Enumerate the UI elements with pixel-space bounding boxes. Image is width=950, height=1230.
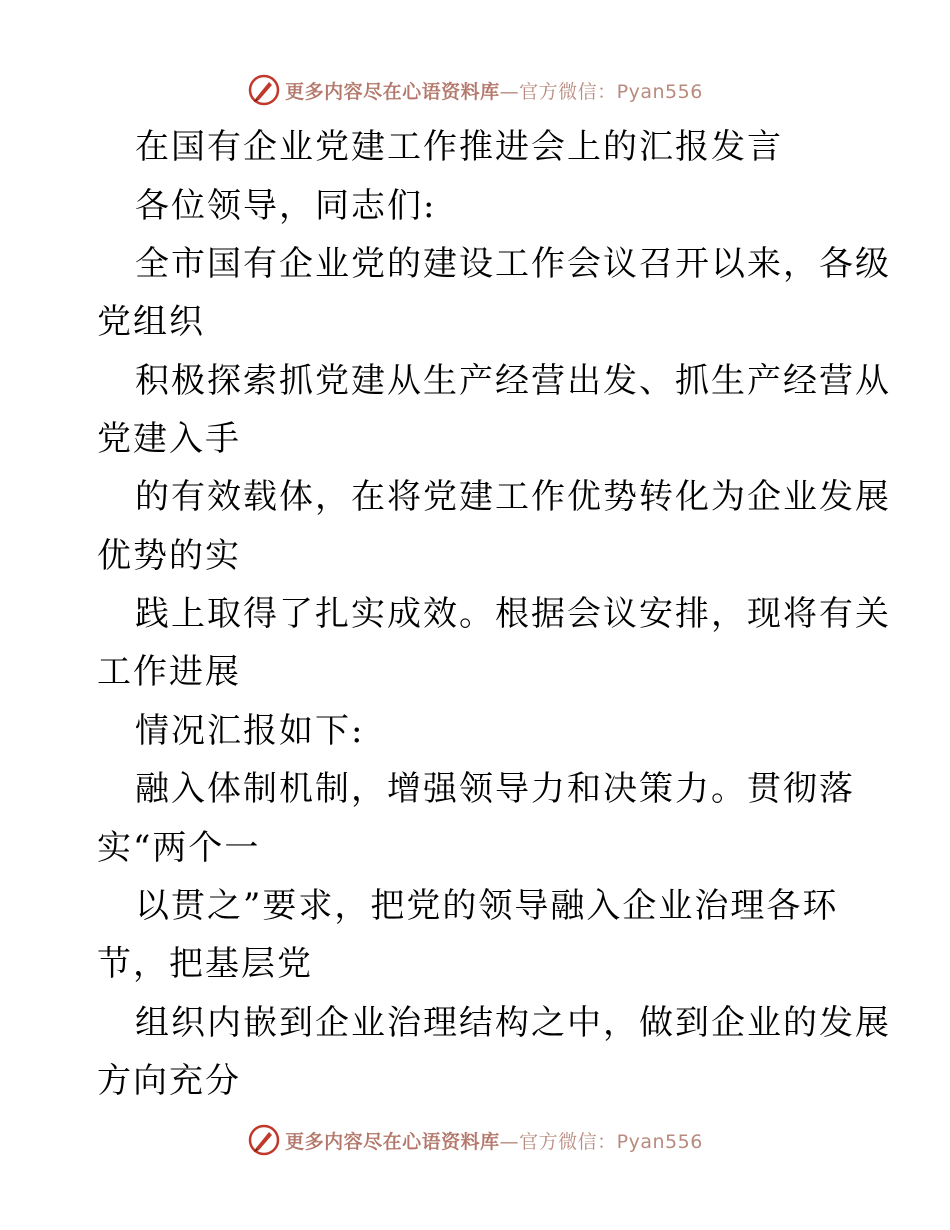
paragraph-line: 党建入手: [97, 419, 241, 459]
banner-text: [285, 1127, 703, 1154]
paragraph-line: 融入体制机制，增强领导力和决策力。贯彻落: [135, 769, 855, 809]
banner-brand: 更多内容尽在心语资料库: [285, 80, 500, 103]
salutation: 各位领导，同志们:: [135, 186, 437, 226]
quill-pen-logo-icon: [247, 73, 281, 107]
banner-dash: —: [499, 80, 520, 103]
banner-wechat: 官方微信：Pyan556: [519, 80, 703, 103]
paragraph-line: 情况汇报如下:: [135, 711, 365, 751]
banner-text: [285, 77, 703, 104]
paragraph-line: 党组织: [97, 302, 205, 342]
paragraph-line: 践上取得了扎实成效。根据会议安排，现将有关: [135, 594, 891, 634]
banner-brand: 更多内容尽在心语资料库: [285, 1130, 500, 1153]
header-banner: [0, 68, 950, 112]
paragraph-line: 方向充分: [97, 1061, 241, 1101]
paragraph-line: 优势的实: [97, 536, 241, 576]
paragraph-line: 全市国有企业党的建设工作会议召开以来，各级: [135, 244, 891, 284]
paragraph-line: 的有效载体，在将党建工作优势转化为企业发展: [135, 477, 891, 517]
quill-pen-logo-icon: [247, 1123, 281, 1157]
banner-wechat: 官方微信：Pyan556: [519, 1130, 703, 1153]
banner-dash: —: [499, 1130, 520, 1153]
paragraph-line: 工作进展: [97, 652, 241, 692]
paragraph-line: 组织内嵌到企业治理结构之中，做到企业的发展: [135, 1003, 891, 1043]
document-title: 在国有企业党建工作推进会上的汇报发言: [135, 127, 783, 167]
paragraph-line: 积极探索抓党建从生产经营出发、抓生产经营从: [135, 361, 891, 401]
paragraph-line: 实“两个一: [97, 828, 261, 868]
paragraph-line: 节，把基层党: [97, 944, 313, 984]
paragraph-line: 以贯之”要求，把党的领导融入企业治理各环: [135, 886, 839, 926]
footer-banner: [0, 1118, 950, 1162]
